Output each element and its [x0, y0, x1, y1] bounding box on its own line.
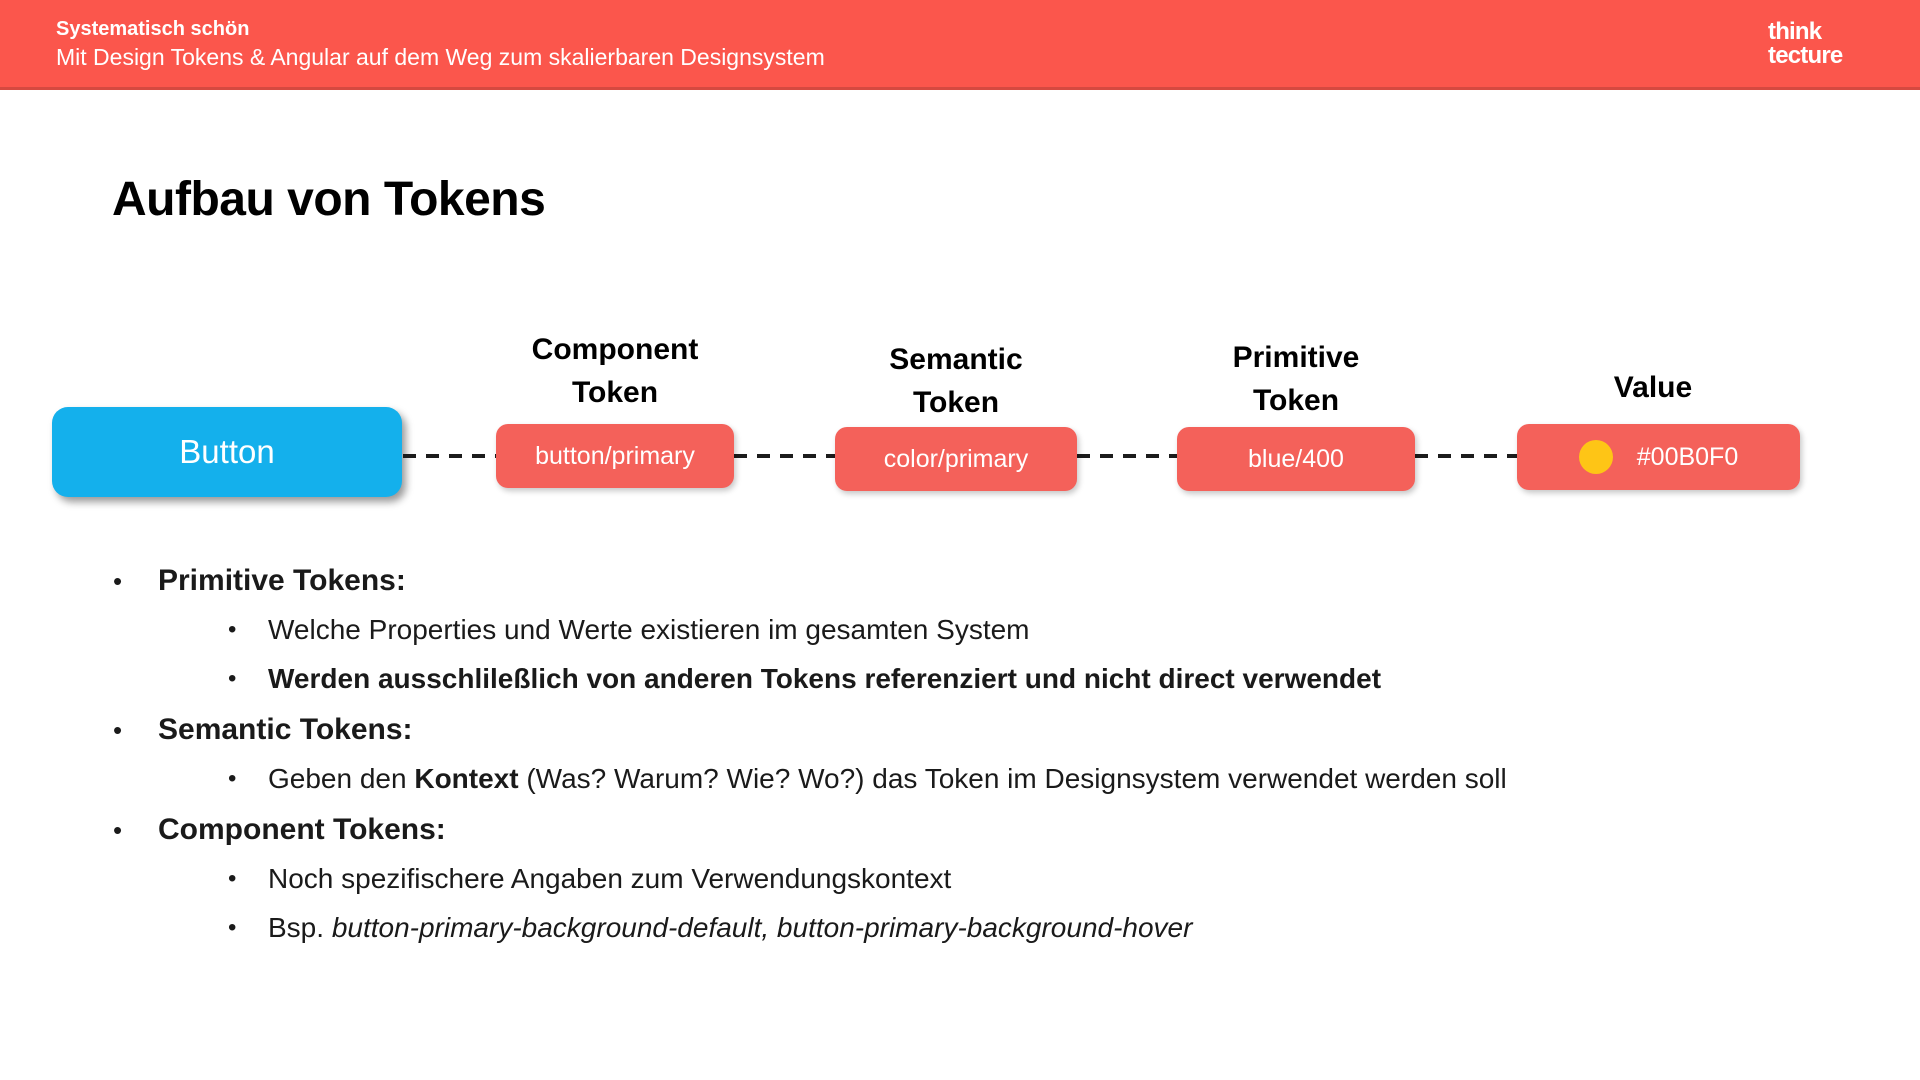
bullet-text — [268, 759, 1793, 799]
connector-line-1 — [403, 454, 496, 458]
token-box-value — [1517, 424, 1800, 490]
bullet-dot-icon — [228, 908, 268, 948]
color-swatch-icon — [1579, 440, 1613, 474]
bullet-semantic-tokens-heading — [113, 710, 1793, 750]
bullet-semantic-item-1 — [228, 759, 1793, 799]
token-box-semantic — [835, 427, 1077, 491]
bullet-dot-icon — [228, 859, 268, 899]
text-run: (Was? Warum? Wie? Wo?) das Token im Designsystem verwendet werden soll — [518, 763, 1507, 794]
logo-word-think: think — [1768, 18, 1822, 45]
token-box-component — [496, 424, 734, 488]
button-node — [52, 407, 402, 497]
bullet-text — [268, 908, 1793, 948]
bullet-component-item-2 — [228, 908, 1793, 948]
token-box-semantic-text: color/primary — [883, 444, 1029, 473]
bullet-dot-icon — [113, 561, 158, 601]
text-run: Geben den — [268, 763, 415, 794]
bullet-dot-icon — [113, 710, 158, 750]
header-bar — [0, 0, 1920, 90]
token-box-primitive — [1177, 427, 1415, 491]
logo-word-tecture: tecture — [1768, 42, 1843, 69]
label-component-token: Component Token — [531, 333, 699, 409]
slide-title: Aufbau von Tokens — [112, 173, 546, 226]
token-box-value-text: #00B0F0 — [1636, 442, 1739, 471]
label-value: Value — [1613, 371, 1693, 404]
bullet-list — [113, 561, 1793, 957]
bullet-text: Werden ausschlileßlich von anderen Tokens referenziert und nicht direct verwendet — [268, 663, 1382, 694]
text-run: Bsp. — [268, 912, 332, 943]
bullet-dot-icon — [228, 659, 268, 699]
presentation-title: Systematisch schön — [56, 18, 250, 40]
bullet-text: Noch spezifischere Angaben zum Verwendungskontext — [268, 863, 952, 894]
header-text-block — [56, 16, 825, 72]
bullet-dot-icon — [113, 810, 158, 850]
bullet-dot-icon — [228, 610, 268, 650]
label-semantic-token: Semantic Token — [889, 343, 1023, 419]
bullet-primitive-item-1 — [228, 610, 1793, 650]
text-run-bold: Kontext — [414, 763, 519, 794]
bullet-text: Component Tokens: — [158, 813, 446, 846]
bullet-text: Primitive Tokens: — [158, 564, 406, 597]
think-tecture-logo — [1768, 20, 1842, 68]
bullet-dot-icon — [228, 759, 268, 799]
button-node-label: Button — [179, 433, 275, 470]
connector-line-4 — [1415, 454, 1517, 458]
connector-line-2 — [734, 454, 835, 458]
connector-line-3 — [1077, 454, 1177, 458]
presentation-subtitle: Mit Design Tokens & Angular auf dem Weg zum skalierbaren Designsystem — [56, 44, 825, 70]
text-run-italic: button-primary-background-default, button-primary-background-hover — [331, 912, 1193, 943]
bullet-primitive-tokens-heading — [113, 561, 1793, 601]
bullet-text: Welche Properties und Werte existieren im gesamten System — [268, 614, 1030, 645]
bullet-text: Semantic Tokens: — [158, 713, 413, 746]
token-box-component-text: button/primary — [535, 441, 695, 470]
bullet-component-tokens-heading — [113, 810, 1793, 850]
bullet-component-item-1 — [228, 859, 1793, 899]
token-box-primitive-text: blue/400 — [1248, 444, 1344, 473]
bullet-primitive-item-2 — [228, 659, 1793, 699]
label-primitive-token: Primitive Token — [1232, 341, 1360, 417]
